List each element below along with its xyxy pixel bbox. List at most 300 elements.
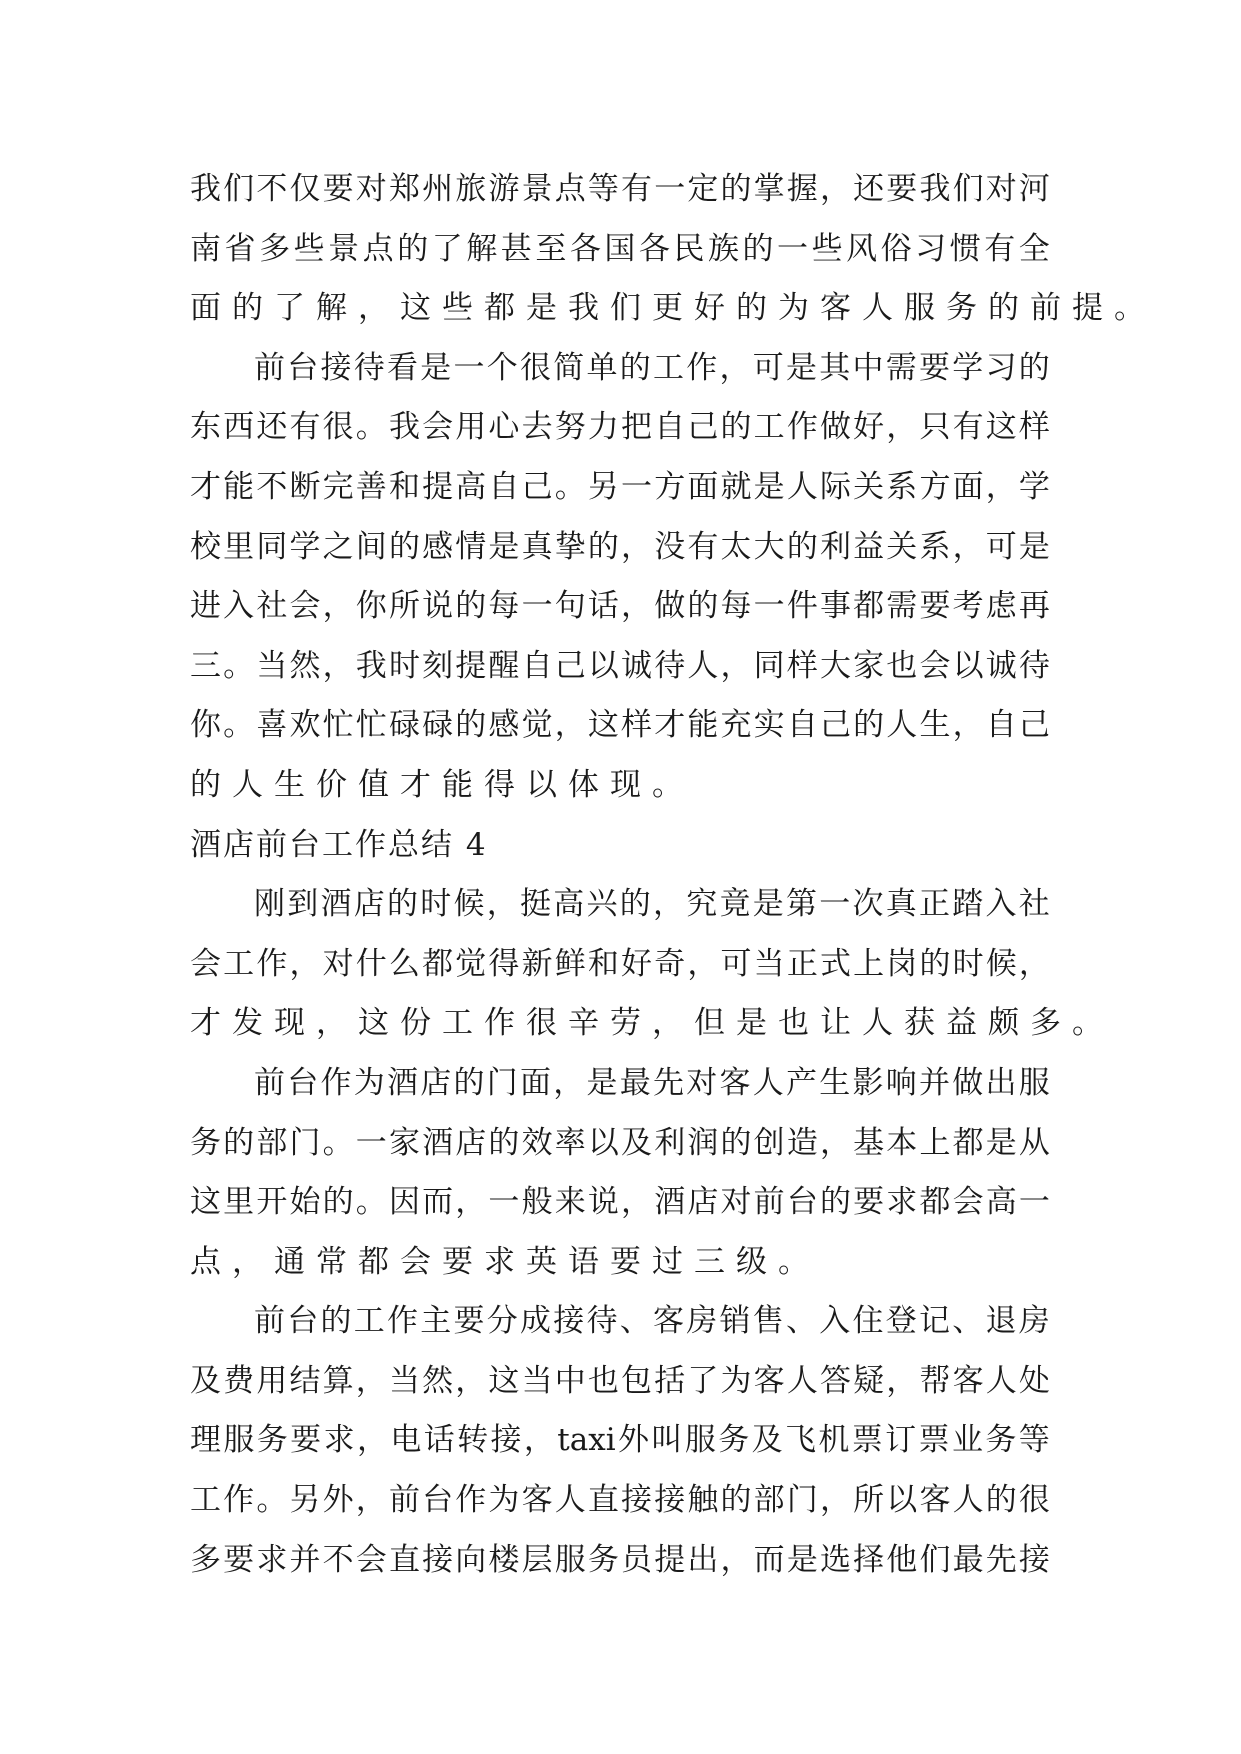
glyph: 景 [328, 230, 360, 267]
glyph: 要 [886, 171, 918, 207]
glyph: 的 [453, 1064, 485, 1101]
glyph: 中 [554, 1362, 586, 1399]
glyph: 之 [322, 528, 354, 565]
glyph: 己 [687, 409, 719, 446]
glyph: 断 [289, 468, 321, 505]
glyph: 一 [453, 349, 485, 386]
glyph: 高 [553, 886, 585, 923]
glyph: 看 [387, 349, 418, 386]
glyph: 酒 [422, 1124, 454, 1161]
glyph: 时 [952, 945, 984, 982]
glyph: 大 [819, 647, 851, 684]
glyph: 一 [819, 886, 851, 923]
glyph: 的 [819, 1184, 851, 1221]
glyph: 触 [687, 1482, 719, 1519]
glyph: 前 [753, 1184, 785, 1221]
glyph: 握 [786, 171, 818, 207]
glyph: 关 [853, 468, 885, 505]
glyph: 人 [554, 1482, 586, 1519]
glyph: 叫 [651, 1422, 683, 1459]
glyph: 向 [455, 1541, 487, 1578]
glyph: 的 [1018, 349, 1050, 386]
glyph: 你 [190, 707, 221, 744]
glyph: 。 [355, 409, 387, 446]
glyph: 挺 [520, 886, 551, 923]
glyph: 要 [919, 588, 951, 625]
glyph: 高 [455, 468, 487, 505]
glyph: 些 [811, 230, 843, 267]
glyph: 主 [420, 1303, 452, 1340]
text-line [190, 1173, 1050, 1233]
glyph: ， [289, 945, 321, 982]
glyph: 系 [886, 468, 918, 505]
glyph: 然 [289, 647, 321, 684]
glyph: 好 [621, 945, 653, 982]
glyph: 等 [587, 171, 619, 207]
glyph: 是 [420, 349, 452, 386]
glyph: 酒 [320, 886, 352, 923]
glyph: 也 [587, 1362, 619, 1399]
glyph: 正 [786, 945, 818, 982]
glyph: 是 [753, 468, 785, 505]
glyph: 效 [521, 1124, 553, 1161]
glyph: 台 [287, 1064, 319, 1101]
glyph: 西 [223, 409, 255, 446]
glyph: 各 [569, 230, 601, 267]
glyph: 当 [388, 1362, 420, 1399]
glyph: 仅 [289, 171, 321, 207]
glyph: 作 [223, 1482, 255, 1519]
glyph: 会 [355, 1541, 387, 1578]
glyph: 我 [388, 409, 420, 446]
section-heading: 酒店前台工作总结 4 [190, 826, 488, 863]
text-line [190, 1114, 1050, 1174]
glyph: 先 [985, 1541, 1017, 1578]
glyph: 的 [720, 409, 752, 446]
glyph: 习 [915, 230, 947, 267]
glyph: 先 [653, 1064, 684, 1101]
glyph: 社 [1018, 886, 1050, 923]
glyph: 能 [223, 468, 255, 505]
glyph: 房 [686, 1303, 718, 1340]
glyph: 全 [1018, 230, 1050, 267]
glyph: 我 [919, 171, 951, 207]
glyph: 另 [289, 1482, 321, 1519]
text-line [190, 398, 1050, 458]
glyph: 景 [521, 171, 553, 207]
glyph: 务 [985, 1422, 1017, 1459]
glyph: 游 [488, 171, 520, 207]
glyph: 是 [786, 1541, 818, 1578]
glyph: 并 [919, 1064, 950, 1101]
glyph: ， [554, 707, 586, 744]
glyph: 客 [952, 1362, 984, 1399]
glyph: 外 [618, 1422, 650, 1459]
glyph: 的 [687, 588, 719, 625]
glyph: 服 [1018, 1064, 1050, 1101]
glyph: 踏 [952, 886, 984, 923]
glyph: 也 [886, 647, 918, 684]
glyph: 兴 [586, 886, 618, 923]
glyph: 出 [985, 1064, 1017, 1101]
glyph: 国 [604, 230, 636, 267]
glyph: 来 [554, 1184, 586, 1221]
glyph: 和 [587, 945, 619, 982]
glyph: 待 [654, 647, 686, 684]
glyph: 不 [256, 171, 288, 207]
text-line [190, 160, 1050, 220]
glyph: 候 [453, 886, 485, 923]
glyph: 掌 [753, 171, 785, 207]
glyph: 门 [786, 1482, 818, 1519]
glyph: 了 [687, 1362, 719, 1399]
glyph: 善 [355, 468, 387, 505]
glyph: 定 [687, 171, 719, 207]
glyph: 算 [322, 1362, 354, 1399]
glyph: ， [621, 1184, 653, 1221]
glyph: 把 [621, 409, 653, 446]
glyph: 的 [720, 171, 752, 207]
glyph: 最 [619, 1064, 651, 1101]
glyph: ， [653, 886, 684, 923]
glyph: 旅 [455, 171, 487, 207]
glyph: 自 [654, 409, 686, 446]
glyph: 台 [422, 1482, 454, 1519]
glyph: 前 [254, 1303, 285, 1340]
glyph: 求 [886, 1184, 918, 1221]
glyph: 而 [753, 1541, 785, 1578]
glyph: 方 [919, 468, 951, 505]
glyph: 我 [190, 171, 221, 207]
text-line [190, 1531, 1050, 1591]
glyph: 售 [752, 1303, 784, 1340]
glyph: 服 [223, 1422, 255, 1459]
glyph: 务 [190, 1124, 221, 1161]
glyph: 台 [287, 1303, 319, 1340]
glyph: 一 [355, 1124, 387, 1161]
glyph: 要 [322, 171, 354, 207]
glyph: 影 [852, 1064, 884, 1101]
glyph: 客 [521, 1482, 553, 1519]
glyph: 会 [919, 647, 951, 684]
glyph: 是 [586, 1064, 618, 1101]
glyph: 。 [223, 647, 255, 684]
glyph: 正 [919, 886, 950, 923]
glyph: 学 [289, 528, 321, 565]
glyph: 部 [256, 1124, 288, 1161]
glyph: 前 [388, 1482, 420, 1519]
glyph: 人 [687, 647, 719, 684]
glyph: 响 [885, 1064, 917, 1101]
glyph: 台 [786, 1184, 818, 1221]
glyph: 要 [223, 1541, 255, 1578]
glyph: 虑 [985, 588, 1017, 625]
glyph: 觉 [521, 707, 553, 744]
glyph: 、 [619, 1303, 651, 1340]
glyph: 努 [554, 409, 586, 446]
glyph: 一 [521, 588, 553, 625]
glyph: 的 [223, 1124, 255, 1161]
glyph: 里 [223, 528, 255, 565]
glyph: 家 [853, 647, 885, 684]
glyph: 票 [918, 1422, 950, 1459]
glyph: 自 [786, 707, 818, 744]
glyph: 创 [753, 1124, 785, 1161]
glyph: 的 [322, 1184, 354, 1221]
glyph: ， [819, 171, 851, 207]
glyph: 。 [554, 468, 586, 505]
glyph: ， [687, 945, 719, 982]
glyph: 面 [687, 468, 719, 505]
glyph: 们 [952, 171, 984, 207]
glyph: 州 [422, 171, 454, 207]
glyph: 业 [951, 1422, 983, 1459]
glyph: 风 [846, 230, 878, 267]
glyph: 大 [753, 528, 785, 565]
glyph: 们 [919, 1541, 951, 1578]
glyph: ， [819, 1124, 851, 1161]
glyph: 鲜 [554, 945, 586, 982]
glyph: 说 [422, 588, 454, 625]
glyph: 真 [521, 528, 553, 565]
glyph: 人 [786, 468, 818, 505]
glyph: 理 [190, 1422, 221, 1459]
glyph: 直 [587, 1482, 619, 1519]
glyph: 自 [985, 707, 1017, 744]
glyph: 是 [488, 528, 520, 565]
glyph: 解 [466, 230, 498, 267]
glyph: 才 [654, 707, 686, 744]
text-line [190, 696, 1050, 756]
glyph: 都 [919, 1184, 951, 1221]
glyph: 订 [885, 1422, 917, 1459]
glyph: 社 [256, 588, 288, 625]
glyph: 答 [819, 1362, 851, 1399]
glyph: 转 [457, 1422, 489, 1459]
glyph: 省 [224, 230, 256, 267]
glyph: 机 [818, 1422, 850, 1459]
glyph: 同 [753, 647, 785, 684]
glyph: 力 [587, 409, 619, 446]
glyph: 事 [819, 588, 851, 625]
glyph: 单 [586, 349, 618, 386]
glyph: 待 [353, 349, 385, 386]
glyph: 己 [521, 468, 553, 505]
glyph: 个 [486, 349, 518, 386]
glyph: 再 [1018, 588, 1050, 625]
glyph: 时 [420, 886, 452, 923]
glyph: 入 [985, 886, 1017, 923]
glyph: 刚 [254, 886, 285, 923]
glyph: 选 [819, 1541, 851, 1578]
glyph: 般 [521, 1184, 553, 1221]
glyph: 其 [819, 349, 851, 386]
glyph: 作 [455, 1482, 487, 1519]
glyph: 到 [287, 886, 319, 923]
glyph: ， [886, 409, 918, 446]
glyph: 三 [190, 647, 221, 684]
glyph: 得 [488, 945, 520, 982]
glyph: ， [322, 647, 354, 684]
glyph: 括 [654, 1362, 686, 1399]
glyph: 的 [320, 1303, 352, 1340]
glyph: 提 [455, 647, 487, 684]
glyph: 有 [984, 230, 1016, 267]
glyph: 酒 [387, 1064, 418, 1101]
glyph: 好 [853, 409, 885, 446]
glyph: 至 [535, 230, 567, 267]
glyph: 入 [819, 1303, 851, 1340]
glyph: 客 [653, 1303, 684, 1340]
glyph: 对 [985, 171, 1017, 207]
glyph: 么 [388, 945, 420, 982]
glyph: 关 [886, 528, 918, 565]
glyph: 接 [490, 1422, 522, 1459]
glyph: 件 [786, 588, 818, 625]
glyph: 的 [619, 886, 651, 923]
glyph: 要 [453, 1303, 485, 1340]
glyph: 的 [455, 707, 487, 744]
glyph: ， [553, 1064, 585, 1101]
glyph: 接 [1018, 1541, 1050, 1578]
text-line: 点，通常都会要求英语要过三级。 [190, 1243, 820, 1280]
glyph: 因 [388, 1184, 420, 1221]
glyph: 要 [853, 1184, 885, 1221]
glyph: 们 [223, 171, 255, 207]
glyph: 碌 [388, 707, 420, 744]
glyph: 的 [720, 1482, 752, 1519]
glyph: 一 [488, 1184, 520, 1221]
glyph: ， [720, 1541, 752, 1578]
glyph: 然 [422, 1362, 454, 1399]
glyph: 费 [223, 1362, 255, 1399]
glyph: 接 [621, 1482, 653, 1519]
glyph: 为 [488, 1482, 520, 1519]
glyph: 简 [553, 349, 585, 386]
glyph: 店 [420, 1064, 452, 1101]
glyph: 需 [885, 349, 917, 386]
glyph: 你 [355, 588, 387, 625]
glyph: 会 [422, 409, 454, 446]
glyph: 以 [587, 1124, 619, 1161]
glyph: 都 [853, 588, 885, 625]
glyph: ， [486, 886, 518, 923]
glyph: 样 [786, 647, 818, 684]
glyph: 销 [719, 1303, 751, 1340]
glyph: 所 [388, 588, 420, 625]
glyph: 有 [952, 409, 984, 446]
glyph: ， [355, 1362, 387, 1399]
glyph: 中 [852, 349, 884, 386]
glyph: 是 [752, 886, 784, 923]
glyph: 客 [719, 1064, 751, 1101]
glyph: 会 [190, 945, 221, 982]
glyph: 究 [686, 886, 718, 923]
glyph: 一 [621, 468, 653, 505]
glyph: 员 [621, 1541, 653, 1578]
glyph: 部 [753, 1482, 785, 1519]
text-line: 才发现，这份工作很辛劳，但是也让人获益颇多。 [190, 1005, 1114, 1042]
glyph: 电 [390, 1422, 422, 1459]
glyph: 时 [388, 647, 420, 684]
glyph: 本 [886, 1124, 918, 1161]
glyph: 客 [919, 1482, 951, 1519]
glyph: 诚 [985, 647, 1017, 684]
glyph: 学 [1018, 468, 1050, 505]
text-line [190, 458, 1050, 518]
glyph: 和 [388, 468, 420, 505]
glyph: 完 [322, 468, 354, 505]
glyph: ， [719, 349, 751, 386]
glyph: 而 [422, 1184, 454, 1221]
glyph: 处 [1018, 1362, 1050, 1399]
glyph: ， [356, 1422, 388, 1459]
glyph: 可 [985, 528, 1017, 565]
glyph: 是 [786, 349, 817, 386]
text-line [190, 518, 1050, 578]
glyph: 每 [488, 588, 520, 625]
glyph: 很 [520, 349, 551, 386]
glyph: 面 [520, 1064, 551, 1101]
glyph: 择 [853, 1541, 885, 1578]
glyph: 学 [952, 349, 984, 386]
glyph: 只 [919, 409, 951, 446]
glyph: 岗 [886, 945, 918, 982]
glyph: 我 [355, 647, 387, 684]
glyph: 的 [742, 230, 774, 267]
glyph: 提 [422, 468, 454, 505]
glyph: 还 [853, 171, 885, 207]
glyph: 出 [687, 1541, 719, 1578]
glyph: 率 [554, 1124, 586, 1161]
glyph: 接 [320, 349, 352, 386]
glyph: 入 [223, 588, 255, 625]
glyph: 当 [753, 945, 785, 982]
glyph: 工 [223, 945, 255, 982]
glyph: 、 [952, 1303, 984, 1340]
glyph: 点 [362, 230, 394, 267]
glyph: 始 [289, 1184, 321, 1221]
glyph: 当 [256, 647, 288, 684]
glyph: 一 [753, 588, 785, 625]
glyph: ， [322, 588, 354, 625]
glyph: 务 [718, 1422, 750, 1459]
glyph: 。 [256, 1482, 288, 1519]
glyph: 当 [521, 1362, 553, 1399]
glyph: 会 [952, 1184, 984, 1221]
glyph: 做 [654, 588, 686, 625]
glyph: 店 [353, 886, 385, 923]
glyph: 里 [223, 1184, 255, 1221]
glyph: 一 [1018, 1184, 1050, 1221]
glyph: 碌 [422, 707, 454, 744]
glyph: 感 [422, 528, 454, 565]
glyph: 去 [521, 409, 553, 446]
glyph: ， [952, 707, 984, 744]
document-body [190, 160, 1156, 1590]
glyph: 店 [455, 1124, 487, 1161]
glyph: ， [886, 1362, 918, 1399]
glyph: 为 [353, 1064, 385, 1101]
glyph: 对 [322, 945, 354, 982]
glyph: 住 [852, 1303, 884, 1340]
glyph: 的 [387, 886, 418, 923]
glyph: 样 [621, 707, 653, 744]
glyph: 有 [289, 409, 321, 446]
glyph: 奇 [654, 945, 686, 982]
glyph: 就 [720, 468, 752, 505]
glyph: 实 [753, 707, 785, 744]
